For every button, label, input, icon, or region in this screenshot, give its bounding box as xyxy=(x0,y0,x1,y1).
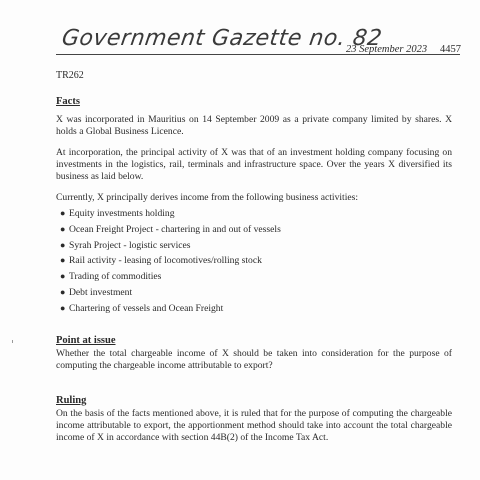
activity-label: Syrah Project - logistic services xyxy=(69,239,191,251)
activities-list xyxy=(60,208,281,319)
ruling-text: On the basis of the facts mentioned above, it is ruled that for the purpose of computing the chargeable income attributable to export, the apportionment method should take into account the total chargeable income of X in accordance with section 44B(2) of the Income Tax Act. xyxy=(56,408,452,443)
handwritten-gazette-title: Government Gazette no. 82 xyxy=(60,26,384,51)
list-item xyxy=(60,271,281,287)
gazette-date: 23 September 2023 xyxy=(346,44,428,55)
point-at-issue-heading: Point at issue xyxy=(56,335,116,346)
bullet-icon: ● xyxy=(60,239,66,250)
facts-heading: Facts xyxy=(56,96,80,107)
list-item xyxy=(60,287,281,303)
facts-paragraph-2: At incorporation, the principal activity of X was that of an investment holding company focusing on investments in the logistics, rail, terminals and infrastructure space. Over the years X diversified its business as laid below. xyxy=(56,147,452,182)
bullet-icon: ● xyxy=(60,286,66,297)
activity-label: Rail activity - leasing of locomotives/rolling stock xyxy=(69,255,262,267)
ruling-heading: Ruling xyxy=(56,395,87,406)
bullet-icon: ● xyxy=(60,302,66,313)
activity-label: Trading of commodities xyxy=(69,271,162,283)
point-at-issue-text: Whether the total chargeable income of X should be taken into consideration for the purpose of computing the chargeable income attributable to export? xyxy=(56,348,452,371)
list-item xyxy=(60,208,281,224)
ruling-reference: TR262 xyxy=(56,70,84,81)
list-item xyxy=(60,224,281,240)
bullet-icon: ● xyxy=(60,208,66,218)
activity-label: Ocean Freight Project - chartering in and out of vessels xyxy=(69,223,281,235)
bullet-icon: ● xyxy=(60,255,66,266)
page-number: 4457 xyxy=(440,44,461,55)
facts-paragraph-3: Currently, X principally derives income from the following business activities: xyxy=(56,192,359,203)
bullet-icon: ● xyxy=(60,223,66,234)
list-item xyxy=(60,303,281,319)
scan-speck xyxy=(12,340,13,343)
activity-label: Chartering of vessels and Ocean Freight xyxy=(69,302,224,314)
list-item xyxy=(60,240,281,256)
list-item xyxy=(60,255,281,271)
activity-label: Debt investment xyxy=(69,286,133,298)
bullet-icon: ● xyxy=(60,271,66,282)
activity-label: Equity investments holding xyxy=(69,208,175,219)
facts-paragraph-1: X was incorporated in Mauritius on 14 September 2009 as a private company limited by shares. X holds a Global Business Licence. xyxy=(56,114,452,137)
